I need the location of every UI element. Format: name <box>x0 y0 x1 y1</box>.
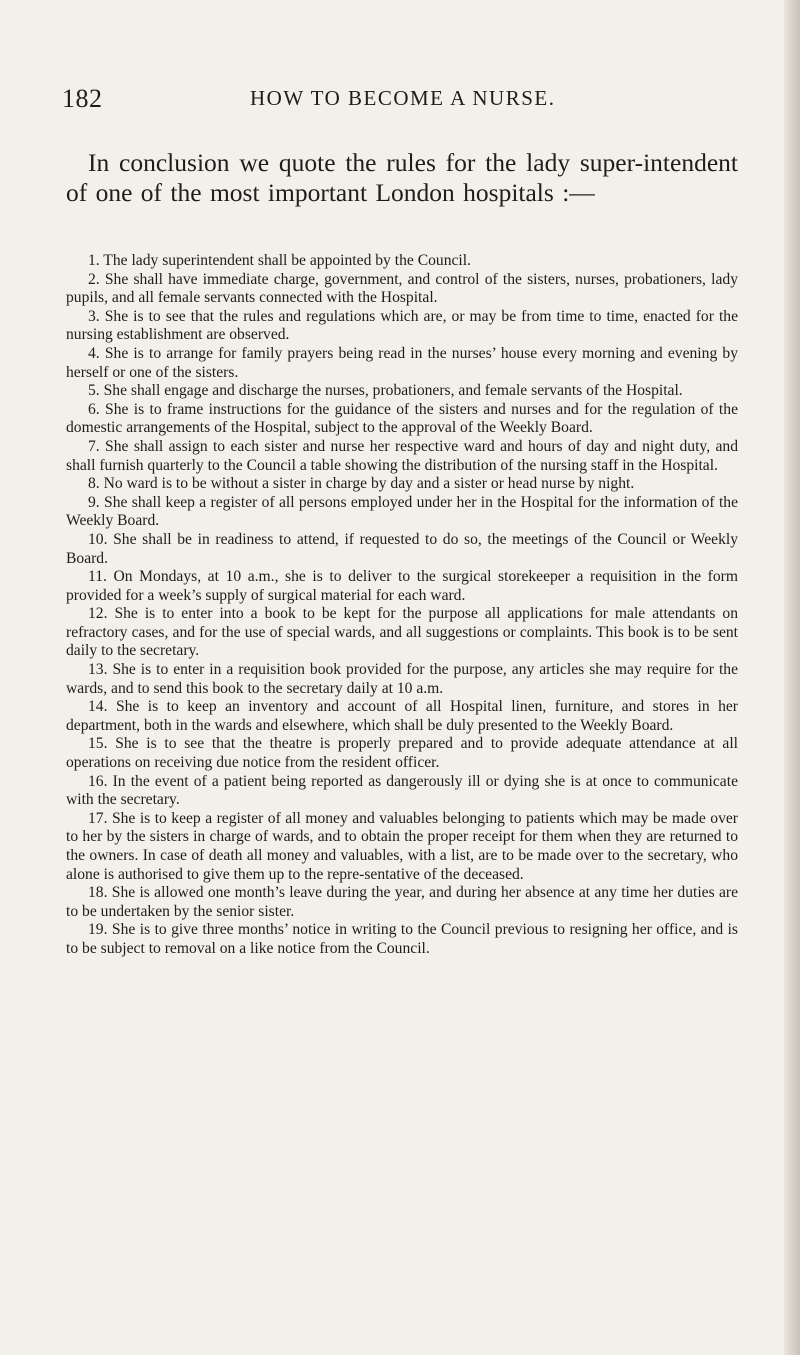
rule-item: 3. She is to see that the rules and regulations which are, or may be from time to time, enacted for the nursing establishment are observed. <box>66 307 738 344</box>
page-header <box>62 84 734 118</box>
rule-item: 12. She is to enter into a book to be kept for the purpose all applications for male attendants on refractory cases, and for the use of special wards, and all suggestions or complaints. This book is to be sent daily to the secretary. <box>66 605 738 660</box>
rule-item: 9. She shall keep a register of all persons employed under her in the Hospital for the information of the Weekly Board. <box>66 493 738 530</box>
rule-item: 16. In the event of a patient being reported as dangerously ill or dying she is at once to communicate with the secretary. <box>66 772 738 809</box>
rule-item: 14. She is to keep an inventory and account of all Hospital linen, furniture, and stores in her department, both in the wards and elsewhere, which shall be duly presented to the Weekly Board. <box>66 698 738 734</box>
rule-item: 5. She shall engage and discharge the nurses, probationers, and female servants of the Hospital. <box>88 382 683 400</box>
rule-item: 11. On Mondays, at 10 a.m., she is to deliver to the surgical storekeeper a requisition in the form provided for a week’s supply of surgical material for each ward. <box>66 568 738 604</box>
rule-item: 15. She is to see that the theatre is properly prepared and to provide adequate attendance at all operations on receiving due notice from the resident officer. <box>66 735 738 772</box>
running-head: HOW TO BECOME A NURSE. <box>250 86 556 110</box>
rule-item: 1. The lady superintendent shall be appointed by the Council. <box>88 252 471 269</box>
rule-item: 2. She shall have immediate charge, government, and control of the sisters, nurses, probationers, lady pupils, and all female servants connected with the Hospital. <box>66 270 738 307</box>
page-edge <box>784 0 800 1355</box>
rule-item: 10. She shall be in readiness to attend, if requested to do so, the meetings of the Council or Weekly Board. <box>66 530 738 567</box>
rules-list <box>66 252 738 959</box>
rule-item: 4. She is to arrange for family prayers being read in the nurses’ house every morning and evening by herself or one of the sisters. <box>66 344 738 381</box>
rule-item: 19. She is to give three months’ notice in writing to the Council previous to resigning her office, and is to be subject to removal on a like notice from the Council. <box>66 921 738 957</box>
rule-item: 7. She shall assign to each sister and nurse her respective ward and hours of day and night duty, and shall furnish quarterly to the Council a table showing the distribution of the nursing staff in the Hospital. <box>66 437 738 474</box>
rule-item: 8. No ward is to be without a sister in charge by day and a sister or head nurse by night. <box>88 475 635 493</box>
rule-item: 18. She is allowed one month’s leave during the year, and during her absence at any time her duties are to be undertaken by the senior sister. <box>66 884 738 920</box>
intro-paragraph: In conclusion we quote the rules for the lady super-intendent of one of the most important London hospitals :— <box>66 148 738 207</box>
page-number: 182 <box>62 84 103 113</box>
rule-item: 6. She is to frame instructions for the guidance of the sisters and nurses and for the regulation of the domestic arrangements of the Hospital, subject to the approval of the Weekly Board. <box>66 400 738 437</box>
rule-item: 13. She is to enter in a requisition book provided for the purpose, any articles she may require for the wards, and to send this book to the secretary daily at 10 a.m. <box>66 661 738 697</box>
rule-item: 17. She is to keep a register of all money and valuables belonging to patients which may be made over to her by the sisters in charge of wards, and to obtain the proper receipt for them when they are returned to the owners. In case of death all money and valuables, with a list, are to be made over to the secretary, who alone is authorised to give them up to the repre-sentative of the deceased. <box>66 809 738 883</box>
